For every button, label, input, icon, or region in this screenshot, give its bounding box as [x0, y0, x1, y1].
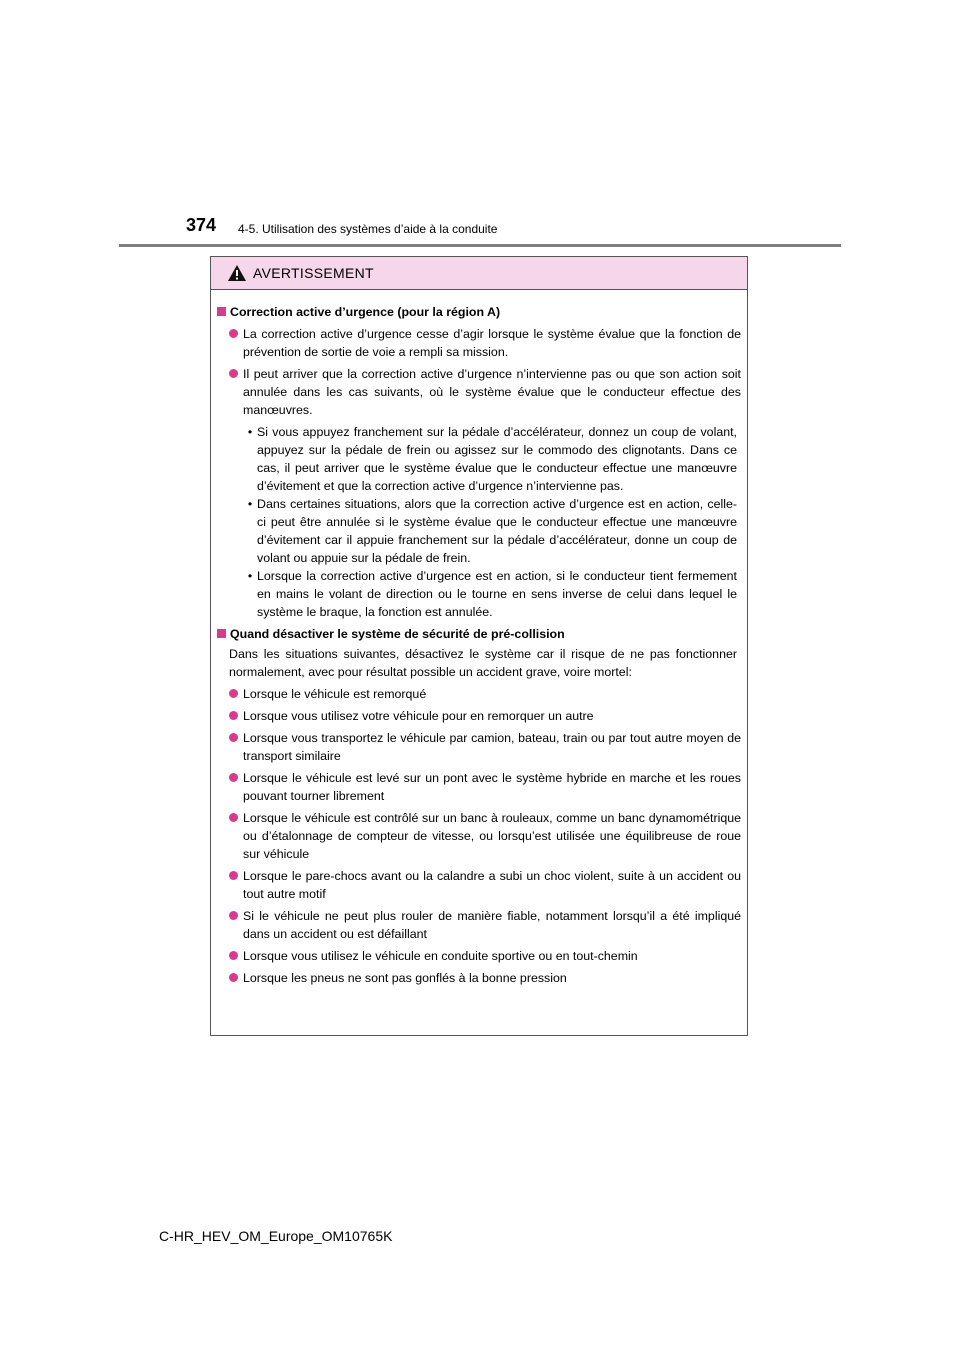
list-item: [229, 947, 741, 965]
warning-box: [210, 256, 748, 1036]
sub-list-item-text: Lorsque la correction active d’urgence est en action, si le conducteur tient fermement en mains le volant de direction ou le tourne en sens inverse de celui dans lequel le système le braque, la fonction est annulée.: [257, 569, 737, 619]
list-item-text: Lorsque le véhicule est contrôlé sur un banc à rouleaux, comme un banc dynamométrique ou d’étalonnage de compteur de vitesse, ou lorsqu’est utilisée une équilibreuse de roue sur véhicule: [243, 811, 741, 861]
warning-header: [211, 257, 747, 290]
list-item-text: Lorsque vous utilisez le véhicule en conduite sportive ou en tout-chemin: [243, 949, 638, 963]
list-item: [229, 867, 741, 903]
list-item: [229, 809, 741, 863]
sub-list-item-text: Dans certaines situations, alors que la correction active d’urgence est en action, celle-ci peut être annulée si le système évalue que le conducteur effectue une manœuvre d’évitement car il appuie franchement sur la pédale d’accélérateur, donne un coup de volant ou appuie sur la pédale de frein.: [257, 497, 737, 565]
header-rule: [119, 244, 841, 247]
list-item-text: Lorsque le véhicule est remorqué: [243, 687, 427, 701]
list-item: [229, 707, 741, 725]
dot-bullet-icon: •: [247, 425, 253, 439]
circle-bullet-icon: [229, 813, 238, 822]
section-heading-row: [217, 625, 741, 643]
list-item-text: Il peut arriver que la correction active d’urgence n’intervienne pas ou que son action soit annulée dans les cas suivants, où le système évalue que le conducteur effectue des manœuvres.: [243, 367, 741, 417]
list-item: [229, 769, 741, 805]
warning-title: AVERTISSEMENT: [253, 265, 374, 281]
sub-list-item: [243, 495, 737, 567]
section-heading: Correction active d’urgence (pour la région A): [230, 305, 501, 319]
list-item: [229, 365, 741, 419]
list-item: [229, 907, 741, 943]
warning-triangle-icon: [227, 264, 247, 282]
circle-bullet-icon: [229, 871, 238, 880]
circle-bullet-icon: [229, 911, 238, 920]
circle-bullet-icon: [229, 369, 238, 378]
list-item-text: Lorsque les pneus ne sont pas gonflés à la bonne pression: [243, 971, 567, 985]
section-intro: Dans les situations suivantes, désactivez le système car il risque de ne pas fonctionner normalement, avec pour résultat possible un accident grave, voire mortel:: [229, 647, 737, 679]
warning-body: [211, 290, 747, 987]
section-title: 4-5. Utilisation des systèmes d’aide à la conduite: [238, 222, 498, 236]
circle-bullet-icon: [229, 973, 238, 982]
sub-list-item-text: Si vous appuyez franchement sur la pédale d’accélérateur, donnez un coup de volant, appuyez sur la pédale de frein ou agissez sur le commodo des clignotants. Dans ce cas, il peut arriver que le système évalue que le conducteur effectue une manœuvre d’évitement et que la correction active d’urgence n’intervienne pas.: [257, 425, 737, 493]
list-item-text: La correction active d’urgence cesse d’agir lorsque le système évalue que la fonction de prévention de sortie de voie a rempli sa mission.: [243, 327, 741, 359]
list-item-text: Lorsque le pare-chocs avant ou la calandre a subi un choc violent, suite à un accident ou tout autre motif: [243, 869, 741, 901]
list-item-text: Lorsque le véhicule est levé sur un pont avec le système hybride en marche et les roues pouvant tourner librement: [243, 771, 741, 803]
list-item-text: Si le véhicule ne peut plus rouler de manière fiable, notamment lorsqu’il a été impliqué dans un accident ou est défaillant: [243, 909, 741, 941]
section-heading-row: [217, 303, 741, 321]
list-item: [229, 325, 741, 361]
dot-bullet-icon: •: [247, 569, 253, 583]
square-bullet-icon: [217, 307, 226, 316]
list-item: [229, 729, 741, 765]
circle-bullet-icon: [229, 329, 238, 338]
circle-bullet-icon: [229, 689, 238, 698]
footer-code: C-HR_HEV_OM_Europe_OM10765K: [159, 1228, 393, 1244]
circle-bullet-icon: [229, 951, 238, 960]
dot-bullet-icon: •: [247, 497, 253, 511]
circle-bullet-icon: [229, 773, 238, 782]
sub-list-item: [243, 423, 737, 495]
sub-list-item: [243, 567, 737, 621]
square-bullet-icon: [217, 629, 226, 638]
list-item: [229, 685, 741, 703]
section-heading: Quand désactiver le système de sécurité de pré-collision: [230, 627, 565, 641]
list-item-text: Lorsque vous utilisez votre véhicule pour en remorquer un autre: [243, 709, 594, 723]
circle-bullet-icon: [229, 733, 238, 742]
list-item: [229, 969, 741, 987]
sub-list: [243, 423, 737, 621]
list-item-text: Lorsque vous transportez le véhicule par camion, bateau, train ou par tout autre moyen de transport similaire: [243, 731, 741, 763]
page-number: 374: [186, 215, 217, 235]
circle-bullet-icon: [229, 711, 238, 720]
